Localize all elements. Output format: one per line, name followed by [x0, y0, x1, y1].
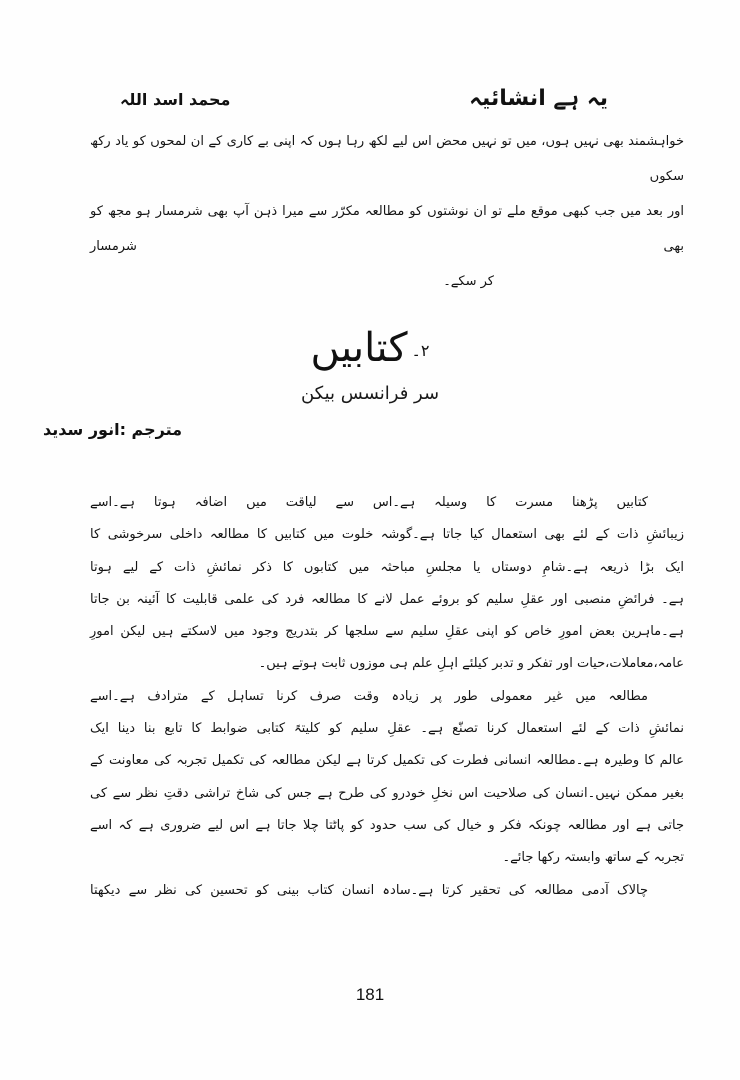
book-title: یہ ہے انشائیہ [469, 86, 608, 111]
body-text [90, 487, 684, 907]
text-line: بغیر ممکن نہیں۔انسان کی صلاحیت اس نخلِ خودرو کی طرح ہے جس کی شاخ تراشی دقتِ نظر سے کی [90, 785, 684, 801]
text-line: اور بعد میں جب کبھی موقع ملے تو ان نوشتوں کو مطالعہ مکرّر سے میرا ذہن آپ بھی شرمسار ہو مجھ کو بھی شرمسار [90, 204, 684, 254]
text-line: نمائشِ ذات کے لئے استعمال کرنا تصنّع ہے۔ عقلِ سلیم کو کلیتہً کتابی ضوابط کا تابع بنا دینا ایک [90, 721, 684, 737]
text-line: عامہ،معاملات،حیات اور تفکر و تدبر کیلئے اہلِ علم ہی موزوں ثابت ہوتے ہیں۔ [258, 656, 684, 672]
text-line: مطالعہ میں غیر معمولی طور پر زیادہ وقت صرف کرنا تساہل کے مترادف ہے۔اسے [90, 688, 648, 704]
text-line: جاتی ہے اور مطالعہ چونکہ فکر و خیال کی سب حدود کو پاٹتا چلا جاتا ہے اس لیے ضروری ہے کہ اسے [90, 817, 684, 833]
text-line: ہے۔ماہرین بعض امورِ خاص کو اپنی عقلِ سلیم سے سلجھا کر بتدریج وجود میں لاسکتے ہیں لیکن امورِ [90, 624, 684, 640]
original-author: سر فرانسس بیکن [300, 383, 440, 404]
text-line: ہے۔ فرائضِ منصبی اور عقلِ سلیم کو بروئے عمل لانے کا مطالعہ فرد کی علمی قابلیت کا آئینہ بن جاتا [90, 591, 684, 607]
translator-credit: مترجم :انور سدید [43, 420, 182, 439]
text-line: خواہشمند بھی نہیں ہوں، میں تو نہیں محض اس لیے لکھ رہا ہوں کہ اپنی بے کاری کے ان لمحوں کو یاد رکھ سکوں [90, 134, 684, 184]
text-line: تجربہ کے ساتھ وابستہ رکھا جائے۔ [502, 850, 684, 866]
chapter-number: ۲۔ [411, 341, 430, 360]
author-name: محمد اسد اللہ [120, 90, 231, 109]
text-line: زیبائشِ ذات کے لئے بھی استعمال کیا جاتا ہے۔گوشہ خلوت میں کتابیں کا مطالعہ داخلی سرخوشی کا [90, 527, 684, 543]
text-line: چالاک آدمی مطالعہ کی تحقیر کرتا ہے۔سادہ انسان کتاب بینی کو تحسین کی نظر سے دیکھتا [90, 882, 648, 898]
running-header [120, 86, 608, 122]
text-line: عالم کا وطیرہ ہے۔مطالعہ انسانی فطرت کی تکمیل کرتا ہے لیکن مطالعہ کی تکمیل تجربہ کی معاونت کے [90, 753, 684, 769]
text-line: کتابیں پڑھنا مسرت کا وسیلہ ہے۔اس سے لیاقت میں اضافہ ہوتا ہے۔اسے [90, 495, 648, 510]
page-number: 181 [355, 985, 385, 1004]
carry-over-paragraph [90, 124, 684, 299]
text-line: کر سکے۔ [443, 274, 494, 289]
chapter-heading [0, 320, 740, 379]
text-line: ایک بڑا ذریعہ ہے۔شامِ دوستاں یا مجلسِ مباحثہ میں کتابوں کا ذکر نمائشِ ذات کے لیے ہوتا [90, 559, 684, 575]
chapter-title: کتابیں [310, 325, 408, 371]
